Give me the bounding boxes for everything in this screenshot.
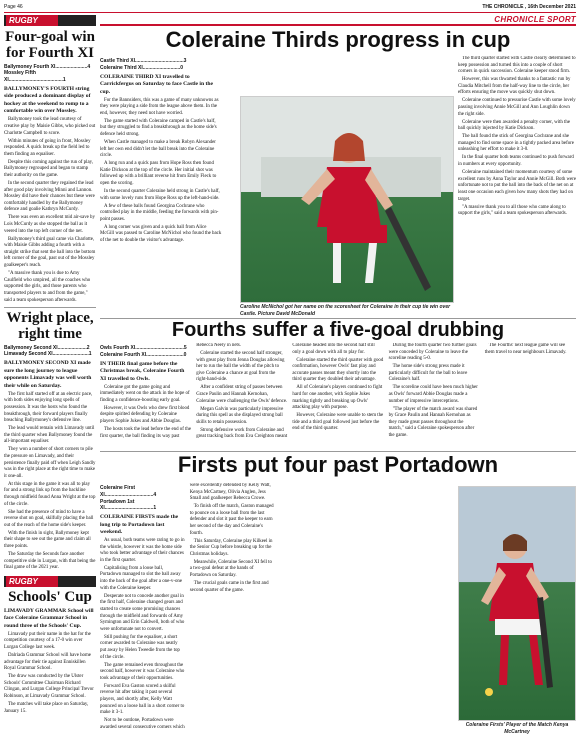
hockey-player-photo [240, 96, 454, 303]
publication-date: THE CHRONICLE , 16th December 2021 [482, 4, 576, 10]
section-tag-label: RUGBY [6, 576, 58, 587]
scoreline: Ballymoney Second XI.....................2 Limavady Second XI..........................1 [4, 344, 92, 358]
photo-caption: Caroline McNichol got her name on the scoresheet for Coleraine in their cup tie win over Castle. Picture David McDonald [240, 304, 451, 317]
story-headline: Schools' Cup [8, 588, 92, 605]
page-number: Page 46 [4, 4, 23, 10]
story-body: BALLYMONEY SECOND XI made sure the long journey to league opponents Limavady was well worth their while on Saturday. The first half started off at an electric pace, with both sides enjoying long spells of possession. It was the hosts who found the breakthrough, their forward players finally breaching Ballymoney's defensive line. The lead would remain with Limavady until the third quarter when Ballymoney found the all-important equaliser. They won a number of short corners to pile the pressure on Limavady, and their persistence finally paid off when Leigh Sandly was in the right place at the right time to make it one-all. At this stage in the game it was all to play for and a strong link up from the backline through midfield found Anna Wright at the top of the circle. She had the presence of mind to have a reverse shot on goal, skilfully placing the ball out of the reach of the home side's keeper. With the finish in sight, Ballymoney kept their shape to see out the game and claim all three points. The Saturday the Seconds face another competitive side in Lurgan, with that being the final game of the 2021 year. [4, 360, 96, 571]
photo-caption: Coleraine Firsts' Player of the Match Kenya McCartney [465, 722, 569, 735]
masthead [100, 15, 576, 26]
main-headline: Firsts put four past Portadown [100, 451, 576, 477]
section-tag-label: RUGBY [6, 15, 58, 26]
brand-logo: CHRONICLE SPORT [494, 15, 576, 24]
story-body: BALLYMONEY'S FOURTH string side produced a dominant display of hockey at the weekend to romp to a comfortable win over Mossley. Ballymoney took the lead courtesy of creative play by Maisie Gibbs, who picked out Charlotte Campbell to score. Within minutes of going in front, Mossley responded. A quick break up the field led to them finding an equaliser. Despite this coming against the run of play, Ballymoney regrouped and began to stamp their authority on the game. In the second quarter they regained the lead after good play involving Minni and Lannon. Mossley did have their chances but these were comfortably handled by the Ballymoney defence and goalie Kathryn McCurdy. There was even an excellent mid air-save by Lois McCurdy as she stopped the ball as it veered into the top left corner of the net. Ballymoney's third goal came via Charlotte, with Maisie Gibbs adding a fourth with a straight strike that sent the ball into the bottom left corner of the goal, past out of the Mossley goalkeeper's reach. "A massive thank you is due to Amy Caulfield who umpired, all the coaches who supported the girls, and those parents who transported players to and from the game," said a team spokesperson afterwards. [4, 85, 96, 303]
scoreline: Castle Third XI...................................3 Coleraine Third XI...........................0 [100, 58, 187, 71]
story-body: LIMAVADY GRAMMAR School will face Coleraine Grammar School in round three of the Schools' Cup. Limavady put their name in the hat for the competition courtesy of a 17-0 win over Lurgan College last week. Dalriada Grammar School will have home advantage for their tie against Enniskillen Royal Grammar School. The draw was conducted by the Ulster Schools' Committee Chairman Richard Clingan, and Lurgan College Principal Trevor Robinson, at Limavady Grammar School. The matches will take place on Saturday, January 15. [4, 607, 94, 714]
scoreline: Coleraine First XI...................................4 Portadown 1st XI...................................1 [100, 485, 157, 512]
scoreline: Ballymoney Fourth XI.......................4 Mossley Fifth XI.......................................1 [4, 63, 91, 83]
main-headline: Coleraine Thirds progress in cup [165, 27, 511, 52]
story-body: Coleraine First XI...................................4 Portadown 1st XI...................................1 COLERAINE FIRSTS made the long trip to Portadown last weekend. As usual, both teams were raring to go in the whistle, however it was the home side who took better advantage of their chances in the first quarter. Capitalising from a loose ball, Portadown managed to slot the ball away into the back of the goal after a one-v-one with the Coleraine keeper. Desperate not to concede another goal in the first half, Coleraine changed gears and started to create some promising chances through the midfield and forwards of Amy Symington and Erin Caldwell, both of who were unfortunate not to convert. Still pushing for the equaliser, a short corner awarded to Coleraine was neatly put away by Helen Tweedie from the top of the circle. The game remained even throughout the second half, however it was Coleraine who took advantage of their opportunities. Forward Eva Gaston scored a skilful reverse hit after taking it past several players, and shortly after, Kelly Watt pounced on a loose ball in a short corner to make it 3-1. Not to be outdone, Portadown were awarded several consecutive corners which were excellently defended by Kelly Watt, Kenya McCartney, Olivia Anglen, Jess Small and goalkeeper Rebecca Crowe. To finish off the match, Gaston managed to pounce on a loose ball from the last defender and slot it past the keeper to earn her second of the day and Coleraine's fourth. This Saturday, Coleraine play Kilkeel in the Senior Cup before breaking up for the Christmas holidays. Meanwhile, Coleraine Second XI fell to a two-goal defeat at the hands of Portadown on Saturday. The crucial goals came in the first and second quarter of the game. [100, 483, 274, 730]
divider [4, 307, 96, 308]
story-headline: Wright place, right time [6, 310, 94, 342]
page-header [4, 2, 576, 12]
hockey-player-photo [458, 486, 576, 721]
section-tag [4, 576, 96, 587]
story-headline: Four-goal win for Fourth XI [5, 30, 95, 61]
main-headline: Fourths suffer a five-goal drubbing [100, 318, 576, 340]
story-body: Owls Fourth XI...................................5 Coleraine Fourth XI...........................0 IN THEIR final game before the Christmas break, Coleraine Fourth XI travelled to Owls. Coleraine got the game going and immediately went on the attack in the hope of finding a confidence-boosting early goal. However, it was Owls who drew first blood despite spirited defending by Coleraine players Sophie Jukes and Abbie Douglas. The hosts took the lead before the end of the first quarter, the ball finding its way past Rebecca Neely in nets. Coleraine started the second half stronger, with great play from Jenna Douglas allowing her to run the ball the width of the pitch to give Coleraine a chance at goal from the right-hand-side. After a confident string of passes between Grace Paulin and Hannah Kernohan, Coleraine were challenging the Owls' defence. Megan Galvin was particularly impressive during this spell as she displayed strong ball skills to retain possession. Strong defensive work from Coleraine and great tracking back from Eva Creighton meant Coleraine headed into the second half still only a goal down with all to play for. Coleraine started the third quarter with good confirmation, however Owls' fast play and accurate passes meant they shortly into the third quarter they doubled their advantage. All of Coleraine's players continued to fight hard for one another, with Sophie Jukes marking tightly and breaking up Owls' attacking play with purpose. However, Coleraine were unable to stem the tide and a third goal followed just before the end of the third quarter. During the fourth quarter two further goals were conceded by Coleraine to leave the scoreline reading 5-0. The home side's strong press made it particularly difficult for the ball to leave Coleraine's half. The scoreline could have been much higher as Owls' forward Abbie Douglas made a number of impressive interceptions. "The player of the match award was shared by Grace Paulin and Hannah Kernohan as they made great passes throughout the match," said a Coleraine spokesperson after the game. The Fourths' next league game will see them travel to near neighbours Limavady. [100, 343, 567, 440]
section-tag [4, 15, 96, 26]
hockey-player-photo-icon [241, 97, 454, 303]
left-column [4, 30, 96, 730]
story-body-continued: The third quarter started with Castle clearly determined to keep possession and turned this into a couple of short corners in quick succession. Coleraine keeper stood firm. However, this was thwarted thanks to a fantastic run by Claudia Mitchell from the half-way line to the circle, her efforts ensuring the move was quickly shut down. Coleraine continued to pressurise Castle with some lovely passing involving Annie McGill and Ann Loughlin down the right side. Coleraine were then awarded a penalty corner, with the ball quickly injected by Katie Dickson. The ball found the stick of Georgina Cochrane and she managed to find some space in a tightly packed area before unleashing her effort to make it 3-0. In the final quarter both teams continued to push forward in numbers at every opportunity. Coleraine maintained their momentum courtesy of some excellent runs by Anna Taylor and Annie McGill. Both were unfortunate not to put the ball into the back of the net on at least one occasion each given how many shots they had on target. "A massive thank you to all those who came along to support the girls," said a team spokesperson afterwards. [458, 56, 576, 217]
story-body: Castle Third XI...................................3 Coleraine Third XI...........................0 COLERAINE THIRD XI travelled to Carrickfergus on Saturday to face Castle in the cup. For the Bannsiders, this was a game of many unknowns as they were playing a side from the league above them. In the end, however, they need not have worried. The game started with Coleraine camped in Castle's half, but they struggled to find a breakthrough as the home side's defence held strong. When Castle managed to make a break Robyn Alexander left her own end didn't let the ball break into the Coleraine circle. A long run and a quick pass from Hope Ross then found Katie Dickson at the top of the circle. Her initial shot was followed up with a brilliant reverse hit from Emily Fleck to open the scoring. In the second quarter Coleraine held strong in Castle's half, with some lovely runs from Hope Ross up the left-hand-side. A few of these balls found Georgina Cochrane who controlled play in the middle, feeding the forwards with pin-point passes. A long corner was given and a quick ball from Alice McGill was passed to Caroline McNichol who found the back of the net to double the visitor's advantage. [100, 58, 222, 244]
hockey-player-photo-icon [459, 487, 576, 721]
header-rule [4, 12, 576, 13]
scoreline: Owls Fourth XI...................................5 Coleraine Fourth XI...........................0 [100, 345, 187, 358]
